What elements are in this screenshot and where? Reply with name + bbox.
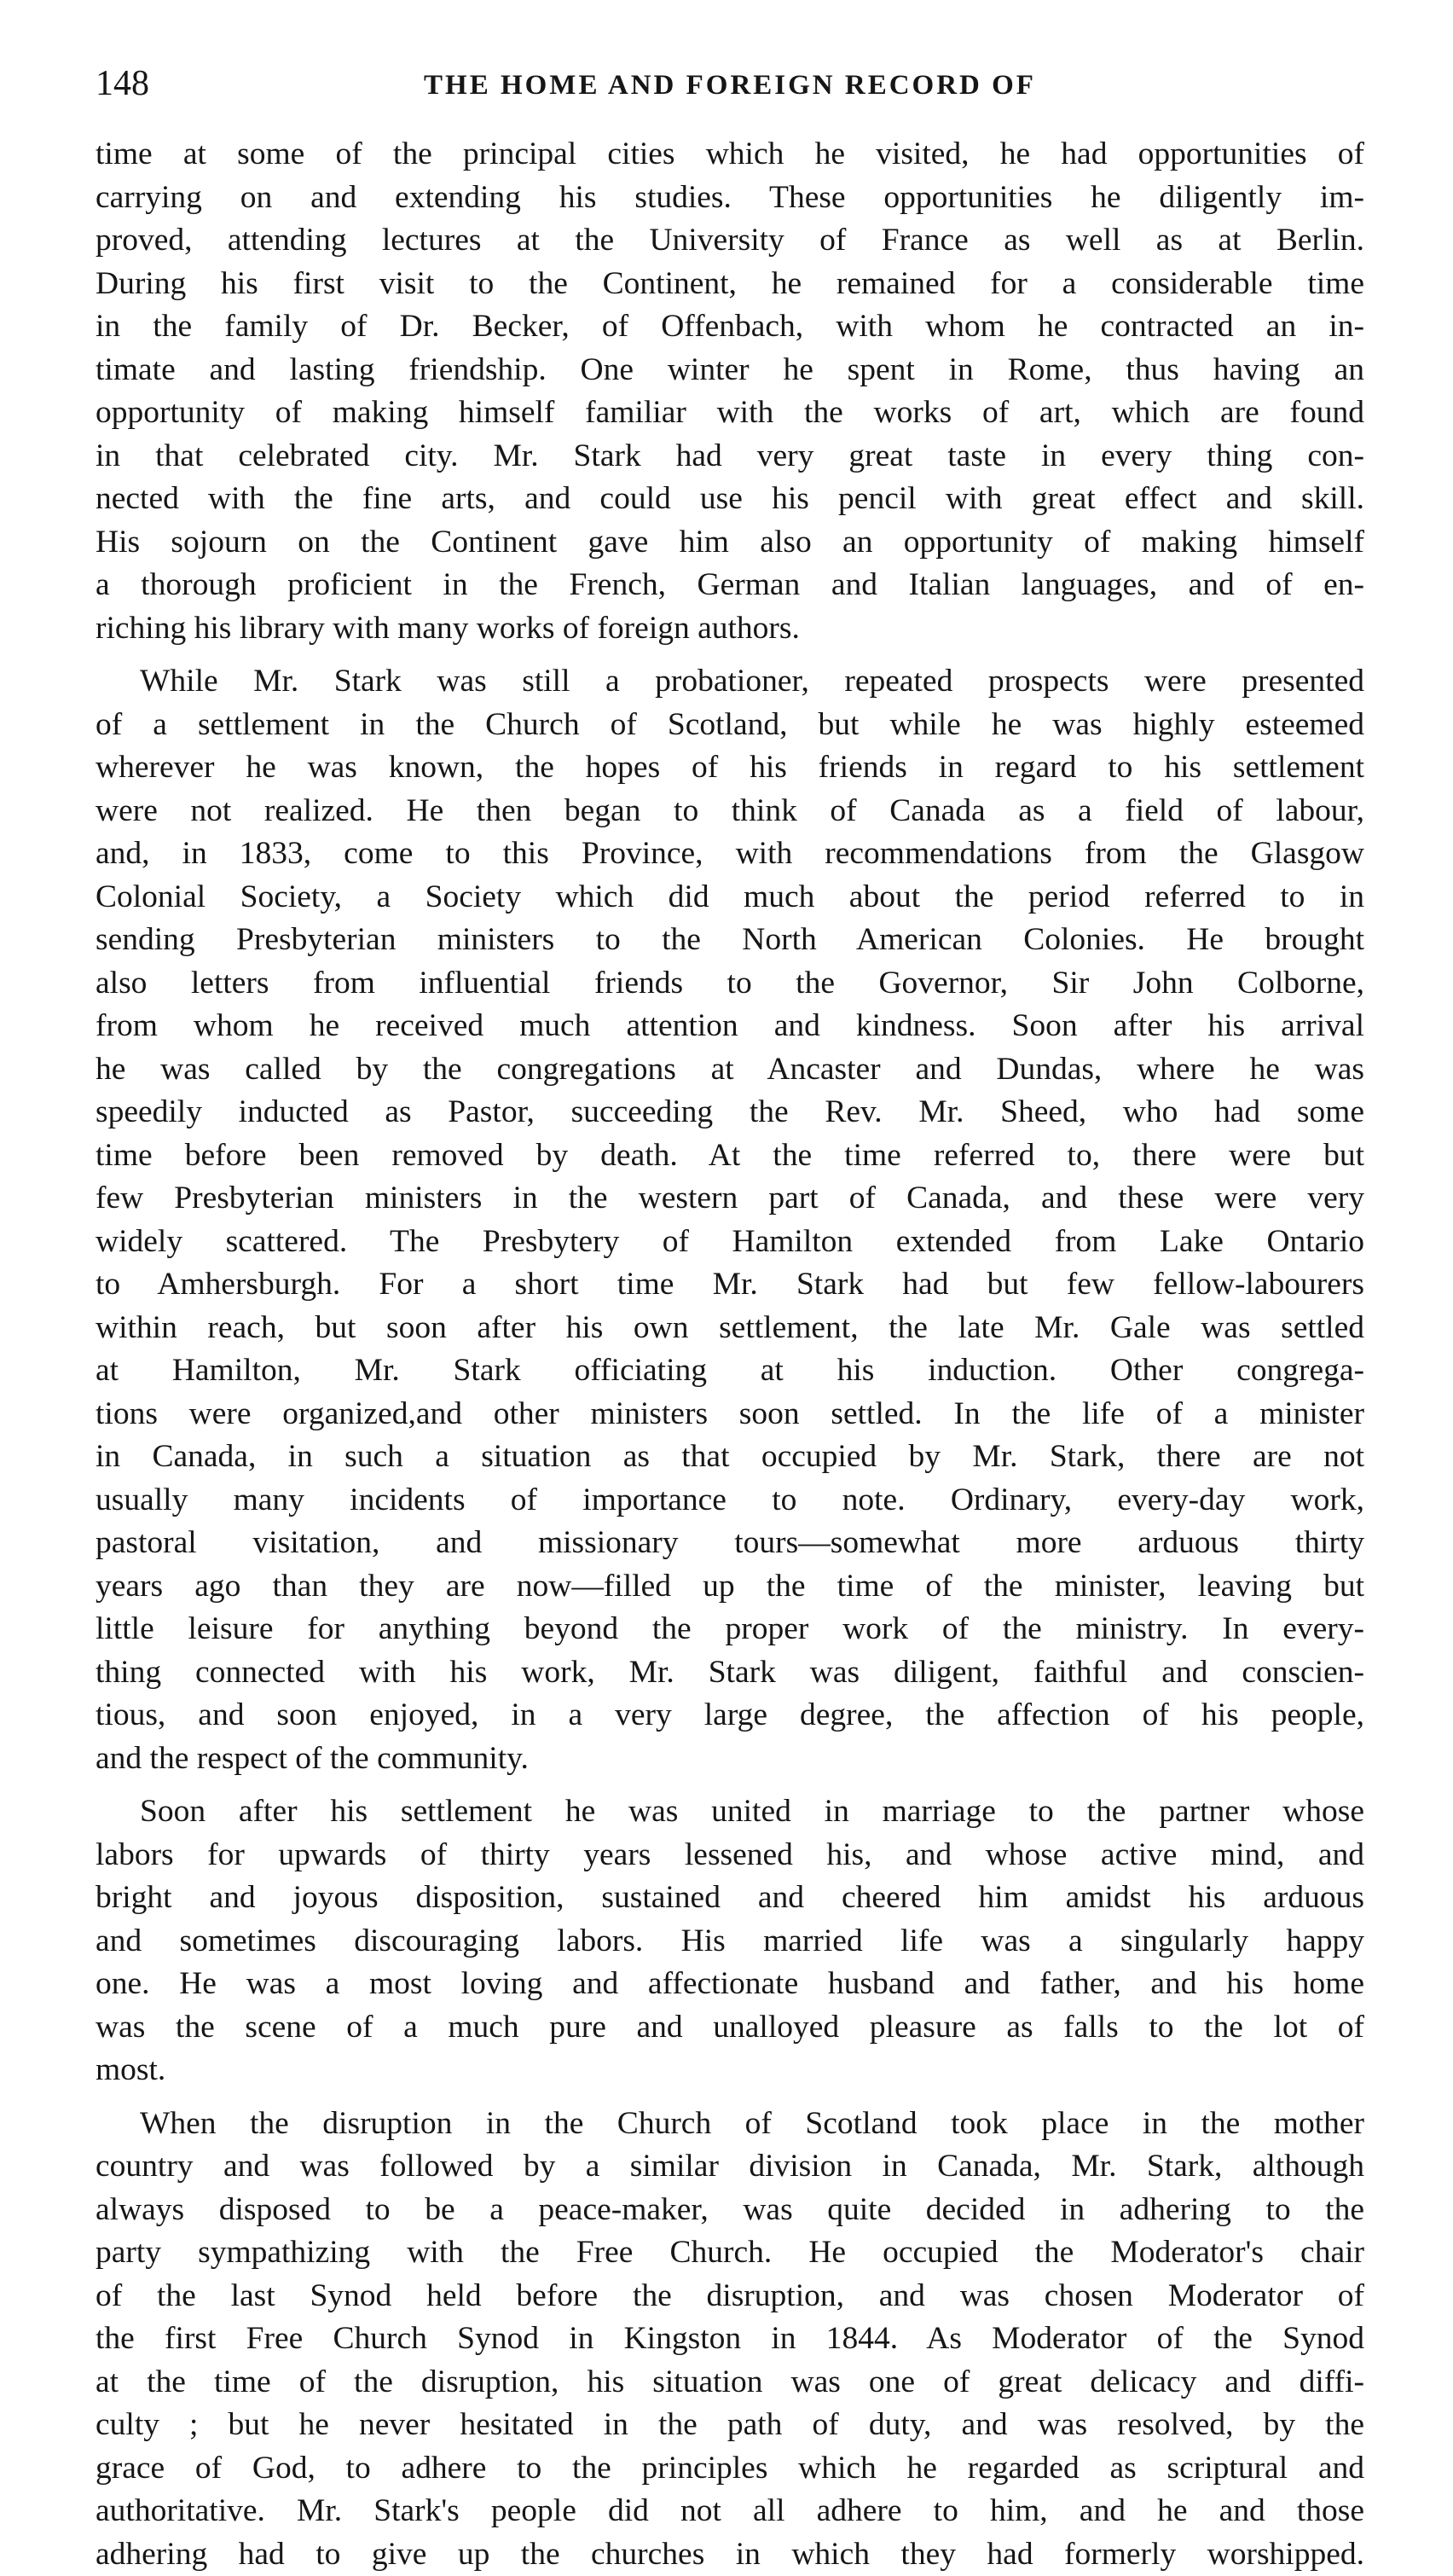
text-line: of the last Synod held before the disruption, and was chosen Moderator of	[96, 2275, 1364, 2318]
text-line: most.	[96, 2049, 1364, 2092]
text-line: grace of God, to adhere to the principles which he regarded as scriptural and	[96, 2447, 1364, 2491]
text-line: timate and lasting friendship. One winter he spent in Rome, thus having an	[96, 349, 1364, 392]
text-line: and, in 1833, come to this Province, with recommendations from the Glasgow	[96, 833, 1364, 876]
text-line: widely scattered. The Presbytery of Hamilton extended from Lake Ontario	[96, 1221, 1364, 1264]
text-line: Soon after his settlement he was united in marriage to the partner whose	[96, 1790, 1364, 1834]
text-line: and the respect of the community.	[96, 1738, 1364, 1781]
text-line: sending Presbyterian ministers to the North American Colonies. He brought	[96, 919, 1364, 962]
text-line: carrying on and extending his studies. These opportunities he diligently im-	[96, 177, 1364, 220]
text-line: in the family of Dr. Becker, of Offenbach, with whom he contracted an in-	[96, 305, 1364, 349]
text-line: party sympathizing with the Free Church. He occupied the Moderator's chair	[96, 2231, 1364, 2275]
text-line: was the scene of a much pure and unalloyed pleasure as falls to the lot of	[96, 2006, 1364, 2050]
text-line: labors for upwards of thirty years lessened his, and whose active mind, and	[96, 1834, 1364, 1877]
text-line: of a settlement in the Church of Scotland, but while he was highly esteemed	[96, 704, 1364, 747]
text-line: few Presbyterian ministers in the western part of Canada, and these were very	[96, 1177, 1364, 1221]
text-line: always disposed to be a peace-maker, was quite decided in adhering to the	[96, 2189, 1364, 2232]
text-line: time at some of the principal cities which he visited, he had opportunities of	[96, 133, 1364, 177]
paragraph-1	[96, 133, 1364, 650]
text-line: thing connected with his work, Mr. Stark was diligent, faithful and conscien-	[96, 1651, 1364, 1695]
paragraph-2	[96, 660, 1364, 1780]
text-line: tions were organized,and other ministers soon settled. In the life of a minister	[96, 1393, 1364, 1436]
text-line: culty ; but he never hesitated in the path of duty, and was resolved, by the	[96, 2404, 1364, 2447]
text-line: within reach, but soon after his own settlement, the late Mr. Gale was settled	[96, 1307, 1364, 1350]
text-line: years ago than they are now—filled up the time of the minister, leaving but	[96, 1565, 1364, 1609]
running-header	[96, 53, 1364, 118]
text-line: a thorough proficient in the French, German and Italian languages, and of en-	[96, 564, 1364, 607]
text-line: speedily inducted as Pastor, succeeding the Rev. Mr. Sheed, who had some	[96, 1091, 1364, 1134]
text-line: country and was followed by a similar division in Canada, Mr. Stark, although	[96, 2145, 1364, 2189]
text-line: also letters from influential friends to the Governor, Sir John Colborne,	[96, 962, 1364, 1006]
text-line: in Canada, in such a situation as that occupied by Mr. Stark, there are not	[96, 1436, 1364, 1479]
body-text	[96, 133, 1364, 2576]
text-line: tious, and soon enjoyed, in a very large degree, the affection of his people,	[96, 1694, 1364, 1738]
text-line: time before been removed by death. At the time referred to, there were but	[96, 1134, 1364, 1178]
running-title: THE HOME AND FOREIGN RECORD OF	[96, 67, 1364, 104]
text-line: authoritative. Mr. Stark's people did not all adhere to him, and he and those	[96, 2490, 1364, 2533]
text-line: When the disruption in the Church of Scotland took place in the mother	[96, 2103, 1364, 2146]
text-line: While Mr. Stark was still a probationer, repeated prospects were presented	[96, 660, 1364, 704]
text-line: opportunity of making himself familiar with the works of art, which are found	[96, 392, 1364, 435]
text-line: adhering had to give up the churches in which they had formerly worshipped.	[96, 2533, 1364, 2576]
paragraph-3	[96, 1790, 1364, 2092]
text-line: His sojourn on the Continent gave him also an opportunity of making himself	[96, 521, 1364, 565]
text-line: usually many incidents of importance to note. Ordinary, every-day work,	[96, 1479, 1364, 1523]
text-line: and sometimes discouraging labors. His married life was a singularly happy	[96, 1920, 1364, 1964]
text-line: at the time of the disruption, his situation was one of great delicacy and diffi-	[96, 2361, 1364, 2405]
text-line: bright and joyous disposition, sustained and cheered him amidst his arduous	[96, 1877, 1364, 1920]
text-line: the first Free Church Synod in Kingston in 1844. As Moderator of the Synod	[96, 2318, 1364, 2361]
text-line: he was called by the congregations at Ancaster and Dundas, where he was	[96, 1048, 1364, 1092]
document-page	[96, 53, 1364, 2407]
text-line: pastoral visitation, and missionary tours—somewhat more arduous thirty	[96, 1522, 1364, 1565]
text-line: nected with the fine arts, and could use his pencil with great effect and skill.	[96, 478, 1364, 521]
text-line: wherever he was known, the hopes of his friends in regard to his settlement	[96, 746, 1364, 790]
text-line: Colonial Society, a Society which did much about the period referred to in	[96, 876, 1364, 920]
text-line: proved, attending lectures at the University of France as well as at Berlin.	[96, 219, 1364, 263]
text-line: little leisure for anything beyond the proper work of the ministry. In every-	[96, 1608, 1364, 1651]
text-line: from whom he received much attention and kindness. Soon after his arrival	[96, 1005, 1364, 1048]
text-line: one. He was a most loving and affectionate husband and father, and his home	[96, 1963, 1364, 2006]
text-line: During his first visit to the Continent, he remained for a considerable time	[96, 263, 1364, 306]
page-number: 148	[96, 61, 149, 106]
text-line: in that celebrated city. Mr. Stark had very great taste in every thing con-	[96, 435, 1364, 479]
text-line: to Amhersburgh. For a short time Mr. Stark had but few fellow-labourers	[96, 1263, 1364, 1307]
text-line: were not realized. He then began to think of Canada as a field of labour,	[96, 790, 1364, 833]
text-line: riching his library with many works of foreign authors.	[96, 607, 1364, 651]
text-line: at Hamilton, Mr. Stark officiating at his induction. Other congrega-	[96, 1349, 1364, 1393]
paragraph-4	[96, 2103, 1364, 2576]
